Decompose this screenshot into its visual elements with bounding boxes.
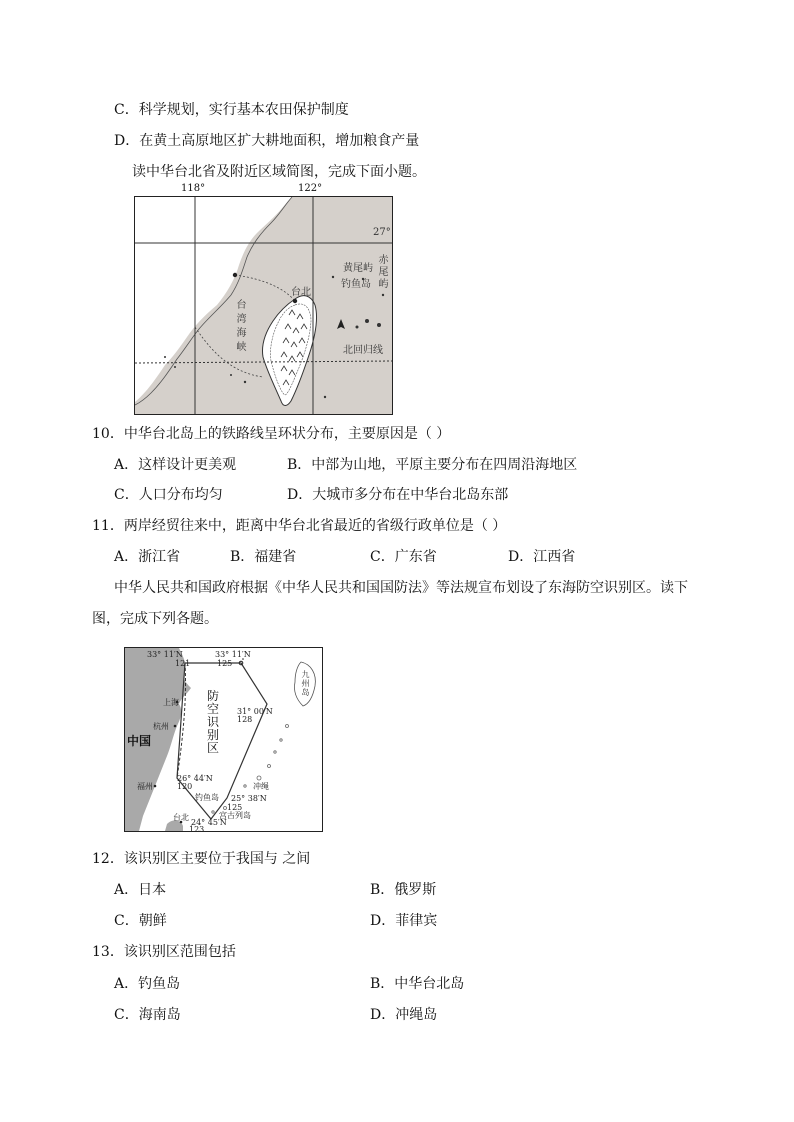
q11-stem: 11．两岸经贸往来中，距离中华台北省最近的省级行政单位是（ ） [92,518,507,534]
q10-option-c[interactable]: C．人口分布均匀 [114,487,223,503]
map2-graphic [125,648,322,831]
q11-option-b[interactable]: B．福建省 [230,549,297,565]
chiwei-label: 赤尾屿 [378,255,389,290]
intro-map2-line2: 图，完成下列各题。 [92,611,218,627]
adiz-label: 防空识别区 [207,689,220,755]
q10-option-a[interactable]: A．这样设计更美观 [114,457,237,473]
diaoyu-label: 钓鱼岛 [341,279,371,290]
tropic-label: 北回归线 [343,345,383,356]
q11-option-c[interactable]: C．广东省 [370,549,437,565]
map1-lat-label: 27° [373,227,391,238]
q12-stem: 12．该识别区主要位于我国与 之间 [92,851,311,867]
diaoyu-label-2: 钓鱼岛 [195,793,219,802]
coord-5: 25° 38′N [231,794,267,803]
strait-label: 台湾海峡 [236,300,247,353]
coord-6: 24° 45′N [191,818,227,827]
q11-option-d[interactable]: D．江西省 [508,549,576,565]
fuzhou-label: 福州 [137,782,153,791]
coord-1-lon: 121 [175,659,191,668]
coord-6-lon: 123 [189,825,205,832]
taibei-label-2: 台北 [173,813,189,822]
coord-5-lon: 125 [227,803,243,812]
coord-2: 33° 11′N [215,650,251,659]
option-d-prev: D．在黄土高原地区扩大耕地面积，增加粮食产量 [114,133,420,149]
huangwei-label: 黄尾屿 [343,263,373,274]
coord-1: 33° 11′N [147,650,183,659]
q13-option-c[interactable]: C．海南岛 [114,1007,181,1023]
q13-stem: 13．该识别区范围包括 [92,944,236,960]
map1-lon-label-118: 118° [181,183,206,194]
miyako-label: 宫古列岛 [219,811,251,820]
intro-map2-line1: 中华人民共和国政府根据《中华人民共和国国防法》等法规宣布划设了东海防空识别区。读下 [114,580,688,596]
coord-3-lon: 128 [237,715,253,724]
coord-4-lon: 120 [177,782,193,791]
q10-option-d[interactable]: D．大城市多分布在中华台北岛东部 [287,487,509,503]
shanghai-label: 上海 [163,698,179,707]
east-china-sea-adiz-map [124,647,323,832]
hangzhou-label: 杭州 [153,722,169,731]
coord-4: 26° 44′N [177,774,213,783]
q10-stem: 10．中华台北岛上的铁路线呈环状分布，主要原因是（ ） [92,426,451,442]
taibei-label: 台北 [291,287,311,298]
q12-option-d[interactable]: D．菲律宾 [370,913,438,929]
q13-option-d[interactable]: D．冲绳岛 [370,1007,438,1023]
option-c-prev: C．科学规划，实行基本农田保护制度 [114,102,349,118]
coord-2-lon: 125 [217,659,233,668]
q13-option-b[interactable]: B．中华台北岛 [370,976,465,992]
q12-option-a[interactable]: A．日本 [114,882,167,898]
q10-option-b[interactable]: B．中部为山地，平原主要分布在四周沿海地区 [287,457,578,473]
coord-3: 31° 00′N [237,707,273,716]
kyushu-label: 九州岛 [301,670,310,697]
china-label: 中国 [127,734,152,748]
intro-map1: 读中华台北省及附近区域简图，完成下面小题。 [132,164,426,180]
q12-option-c[interactable]: C．朝鲜 [114,913,167,929]
map1-graphic [135,197,392,414]
okinawa-label: 冲绳 [253,782,269,791]
map1-lon-label-122: 122° [298,183,323,194]
taiwan-region-map [134,196,393,415]
q12-option-b[interactable]: B．俄罗斯 [370,882,437,898]
q11-option-a[interactable]: A．浙江省 [114,549,181,565]
q13-option-a[interactable]: A．钓鱼岛 [114,976,181,992]
